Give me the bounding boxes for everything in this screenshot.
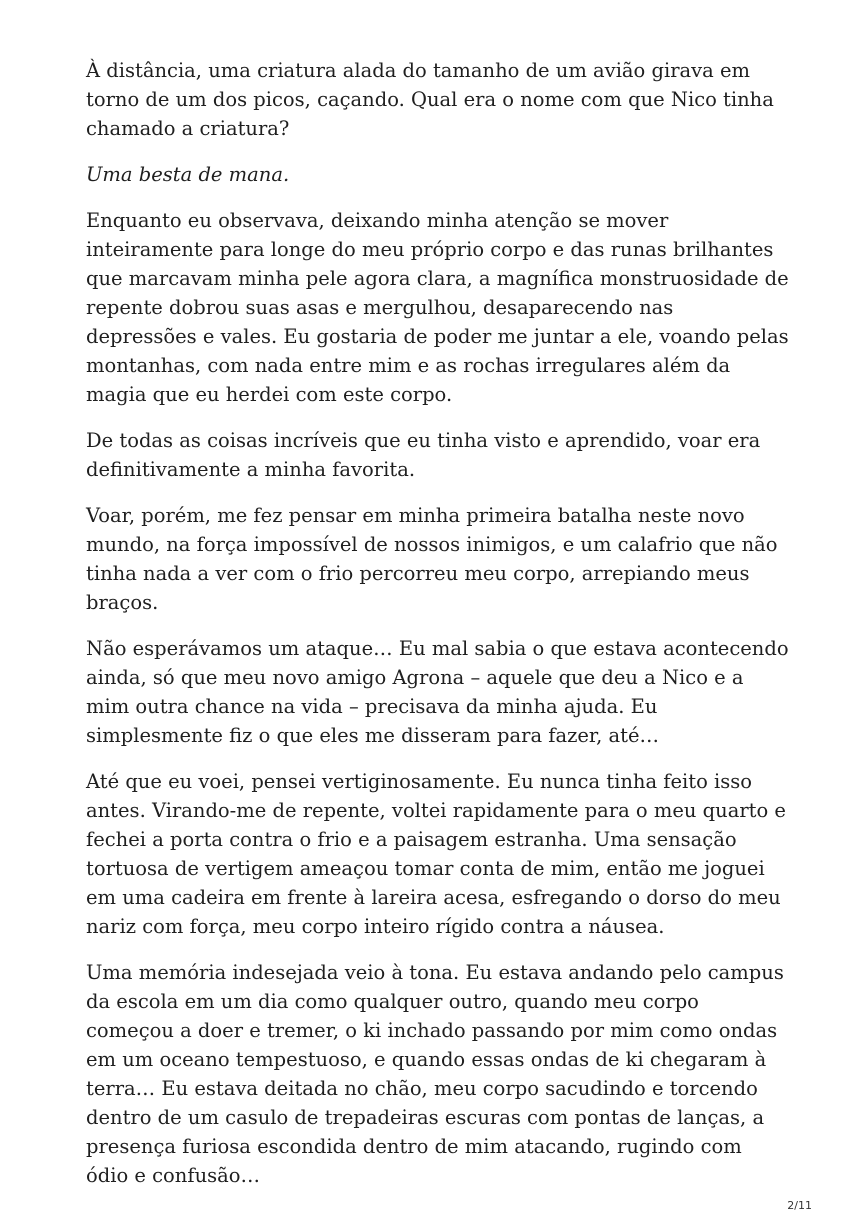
body-text <box>86 56 790 1207</box>
paragraph-1: À distância, uma criatura alada do tamanho de um avião girava em torno de um dos picos, caçando. Qual era o nome com que Nico tinha chamado a criatura? <box>86 59 774 140</box>
paragraph-5: Voar, porém, me fez pensar em minha primeira batalha neste novo mundo, na força impossível de nossos inimigos, e um calafrio que não tinha nada a ver com o frio percorreu meu corpo, arrepiando meus braços. <box>86 504 778 614</box>
paragraph-3: Enquanto eu observava, deixando minha atenção se mover inteiramente para longe do meu próprio corpo e das runas brilhantes que marcavam minha pele agora clara, a magnífica monstruosidade de repente dobrou suas asas e mergulhou, desaparecendo nas depressões e vales. Eu gostaria de poder me juntar a ele, voando pelas montanhas, com nada entre mim e as rochas irregulares além da magia que eu herdei com este corpo. <box>86 209 789 406</box>
paragraph-8: Uma memória indesejada veio à tona. Eu estava andando pelo campus da escola em um dia como qualquer outro, quando meu corpo começou a doer e tremer, o ki inchado passando por mim como ondas em um oceano tempestuoso, e quando essas ondas de ki chegaram à terra… Eu estava deitada no chão, meu corpo sacudindo e torcendo dentro de um casulo de trepadeiras escuras com pontas de lanças, a presença furiosa escondida dentro de mim atacando, rugindo com ódio e confusão… <box>86 961 784 1187</box>
paragraph-4: De todas as coisas incríveis que eu tinha visto e aprendido, voar era definitivamente a minha favorita. <box>86 429 761 481</box>
paragraph-2-italic: Uma besta de mana. <box>86 163 290 186</box>
paragraph-7: Até que eu voei, pensei vertiginosamente. Eu nunca tinha feito isso antes. Virando-me de repente, voltei rapidamente para o meu quarto e fechei a porta contra o frio e a paisagem estranha. Uma sensação tortuosa de vertigem ameaçou tomar conta de mim, então me joguei em uma cadeira em frente à lareira acesa, esfregando o dorso do meu nariz com força, meu corpo inteiro rígido contra a náusea. <box>86 770 786 938</box>
paragraph-6: Não esperávamos um ataque… Eu mal sabia o que estava acontecendo ainda, só que meu novo amigo Agrona – aquele que deu a Nico e a mim outra chance na vida – precisava da minha ajuda. Eu simplesmente fiz o que eles me disseram para fazer, até… <box>86 637 789 747</box>
page-number: 2/11 <box>787 1199 812 1212</box>
